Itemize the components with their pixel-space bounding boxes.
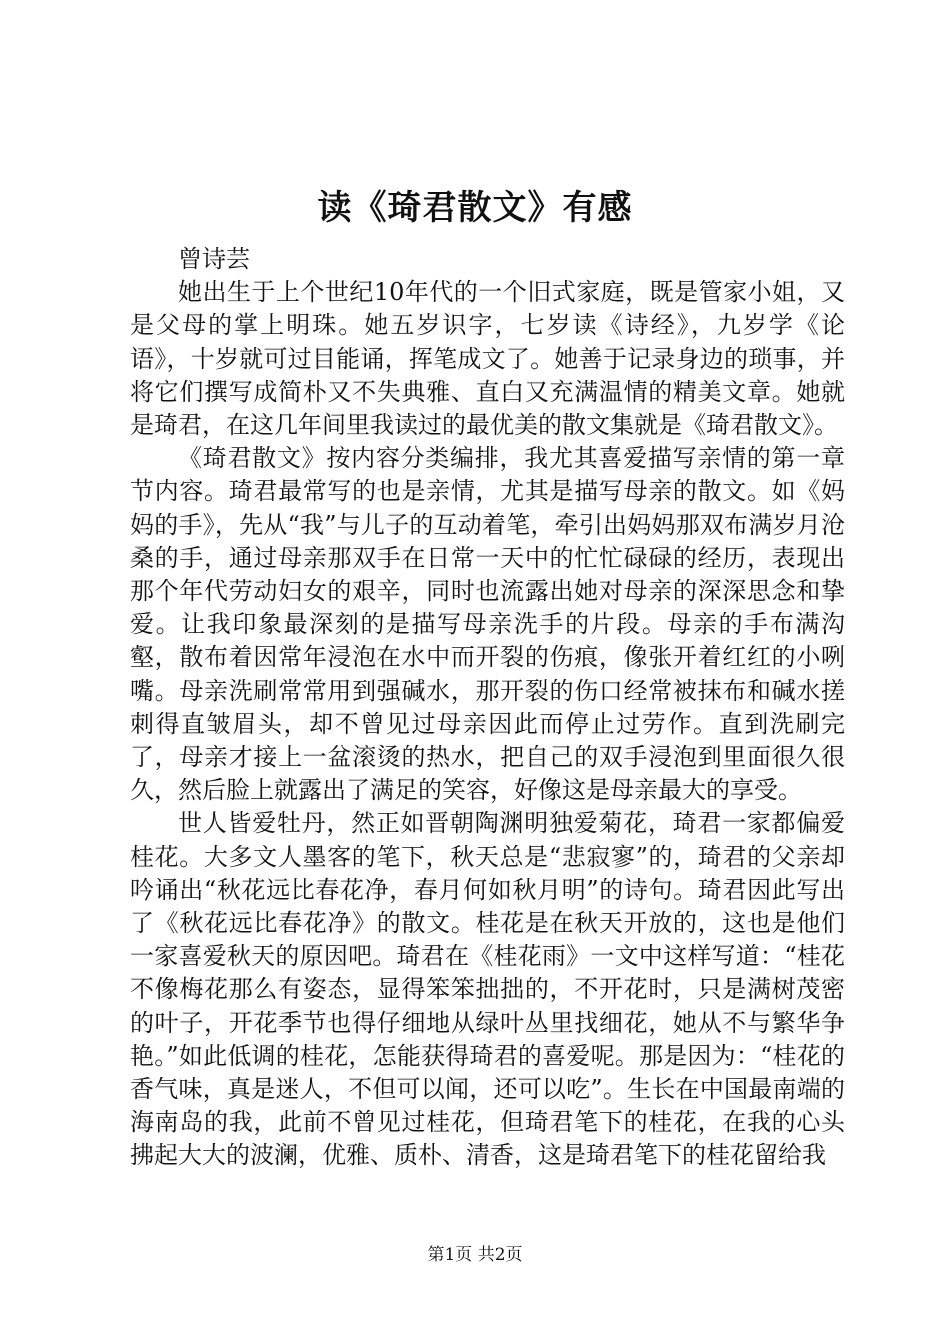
page-footer: 第1页 共2页: [427, 1245, 523, 1265]
paragraph-2: 《琦君散文》按内容分类编排，我尤其喜爱描写亲情的第一章节内容。琦君最常写的也是亲情，尤其是描写母亲的散文。如《妈妈的手》，先从“我”与儿子的互动着笔，牵引出妈妈那双布满岁月沧桑的手，通过母亲那双手在日常一天中的忙忙碌碌的经历，表现出那个年代劳动妇女的艰辛，同时也流露出她对母亲的深深思念和挚爱。让我印象最深刻的是描写母亲洗手的片段。母亲的手布满沟壑，散布着因常年浸泡在水中而开裂的伤痕，像张开着红红的小咧嘴。母亲洗刷常常用到强碱水，那开裂的伤口经常被抹布和碱水搓刺得直皱眉头，却不曾见过母亲因此而停止过劳作。直到洗刷完了，母亲才接上一盆滚烫的热水，把自己的双手浸泡到里面很久很久，然后脸上就露出了满足的笑容，好像这是母亲最大的享受。: [130, 444, 845, 805]
document-body: [130, 243, 845, 1173]
author-name: 曾诗芸: [178, 245, 250, 273]
document-title: 读《琦君散文》有感: [317, 188, 633, 228]
paragraph-3: 世人皆爱牡丹，然正如晋朝陶渊明独爱菊花，琦君一家都偏爱桂花。大多文人墨客的笔下，秋天总是“悲寂寥”的，琦君的父亲却吟诵出“秋花远比春花净，春月何如秋月明”的诗句。琦君因此写出了《秋花远比春花净》的散文。桂花是在秋天开放的，这也是他们一家喜爱秋天的原因吧。琦君在《桂花雨》一文中这样写道：“桂花不像梅花那么有姿态，显得笨笨拙拙的，不开花时，只是满树茂密的叶子，开花季节也得仔细地从绿叶丛里找细花，她从不与繁华争艳。”如此低调的桂花，怎能获得琦君的喜爱呢。那是因为：“桂花的香气味，真是迷人，不但可以闻，还可以吃”。生长在中国最南端的海南岛的我，此前不曾见过桂花，但琦君笔下的桂花，在我的心头拂起大大的波澜，优雅、质朴、清香，这是琦君笔下的桂花留给我: [130, 809, 845, 1170]
paragraph-1: 她出生于上个世纪10年代的一个旧式家庭，既是管家小姐，又是父母的掌上明珠。她五岁识字，七岁读《诗经》，九岁学《论语》，十岁就可过目能诵，挥笔成文了。她善于记录身边的琐事，并将它们撰写成简朴又不失典雅、直白又充满温情的精美文章。她就是琦君，在这几年间里我读过的最优美的散文集就是《琦君散文》。: [130, 278, 845, 440]
